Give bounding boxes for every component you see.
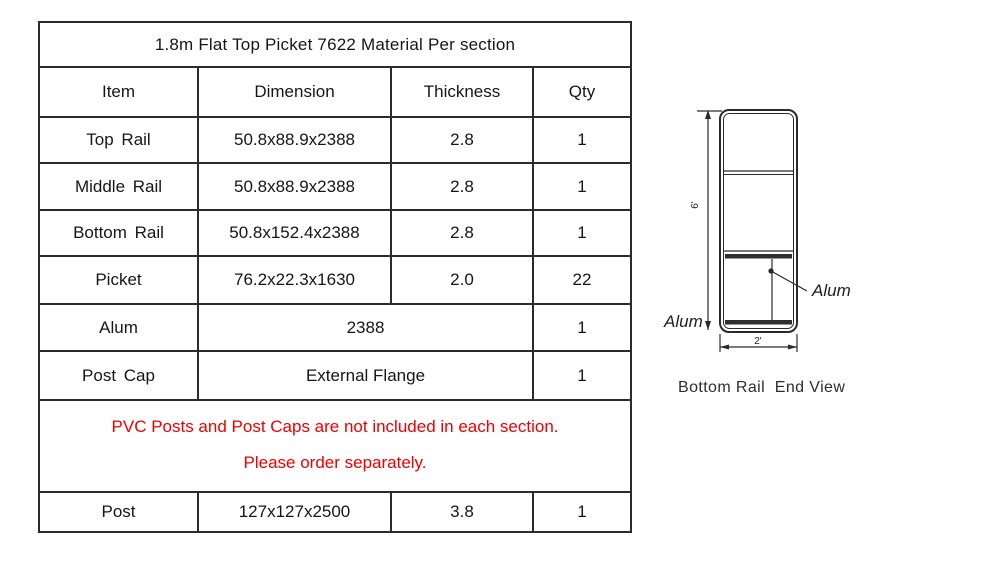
alum-insert-top-bar	[725, 254, 792, 259]
cell-thickness: 3.8	[391, 492, 533, 532]
cell-item: Alum	[39, 304, 198, 351]
cell-qty: 1	[533, 492, 631, 532]
table-title: 1.8m Flat Top Picket 7622 Material Per section	[39, 22, 631, 67]
cell-thickness: 2.8	[391, 117, 533, 163]
table-note-row	[39, 400, 631, 492]
cell-dimension: 2388	[198, 304, 533, 351]
end-view-drawing	[652, 93, 952, 358]
rail-profile-outer	[720, 110, 797, 332]
note-line-1: PVC Posts and Post Caps are not included in each section.	[111, 417, 559, 436]
table-row-top-rail	[39, 117, 631, 163]
table-row-post	[39, 492, 631, 532]
table-row-picket	[39, 256, 631, 304]
cell-thickness: 2.0	[391, 256, 533, 304]
table-row-post-cap	[39, 351, 631, 400]
table-title-row	[39, 22, 631, 67]
cell-item: Post Cap	[39, 351, 198, 400]
cell-qty: 1	[533, 351, 631, 400]
cell-qty: 1	[533, 210, 631, 256]
alum-label-right: Alum	[812, 281, 851, 300]
dimension-arrow-down	[705, 321, 711, 330]
dimension-arrow-right	[788, 345, 797, 350]
width-dimension-label: 2'	[754, 336, 762, 347]
cell-dimension: External Flange	[198, 351, 533, 400]
table-header-row	[39, 67, 631, 117]
cell-thickness: 2.8	[391, 163, 533, 210]
cell-dimension: 50.8x88.9x2388	[198, 163, 391, 210]
cell-item: Middle Rail	[39, 163, 198, 210]
alum-insert-bottom-bar	[725, 320, 792, 325]
cell-qty: 1	[533, 163, 631, 210]
cell-qty: 1	[533, 117, 631, 163]
dimension-arrow-left	[720, 345, 729, 350]
leader-line	[771, 271, 807, 291]
material-spec-table	[38, 21, 632, 533]
diagram-caption: Bottom Rail End View	[678, 379, 846, 396]
height-dimension-label: 6'	[690, 201, 701, 209]
col-header-dimension: Dimension	[198, 67, 391, 117]
height-dimension-line	[697, 111, 722, 330]
cell-dimension: 50.8x152.4x2388	[198, 210, 391, 256]
alum-label-left: Alum	[664, 312, 703, 331]
table-row-middle-rail	[39, 163, 631, 210]
cell-dimension: 76.2x22.3x1630	[198, 256, 391, 304]
rail-profile-inner	[724, 114, 794, 329]
bottom-rail-end-view-diagram	[652, 93, 952, 358]
col-header-thickness: Thickness	[391, 67, 533, 117]
col-header-item: Item	[39, 67, 198, 117]
note-line-2: Please order separately.	[243, 453, 427, 472]
cell-item: Bottom Rail	[39, 210, 198, 256]
cell-dimension: 127x127x2500	[198, 492, 391, 532]
cell-item: Top Rail	[39, 117, 198, 163]
table-row-alum	[39, 304, 631, 351]
table-row-bottom-rail	[39, 210, 631, 256]
col-header-qty: Qty	[533, 67, 631, 117]
cell-qty: 1	[533, 304, 631, 351]
cell-qty: 22	[533, 256, 631, 304]
cell-dimension: 50.8x88.9x2388	[198, 117, 391, 163]
cell-thickness: 2.8	[391, 210, 533, 256]
cell-item: Post	[39, 492, 198, 532]
cell-item: Picket	[39, 256, 198, 304]
note-cell	[39, 400, 631, 492]
